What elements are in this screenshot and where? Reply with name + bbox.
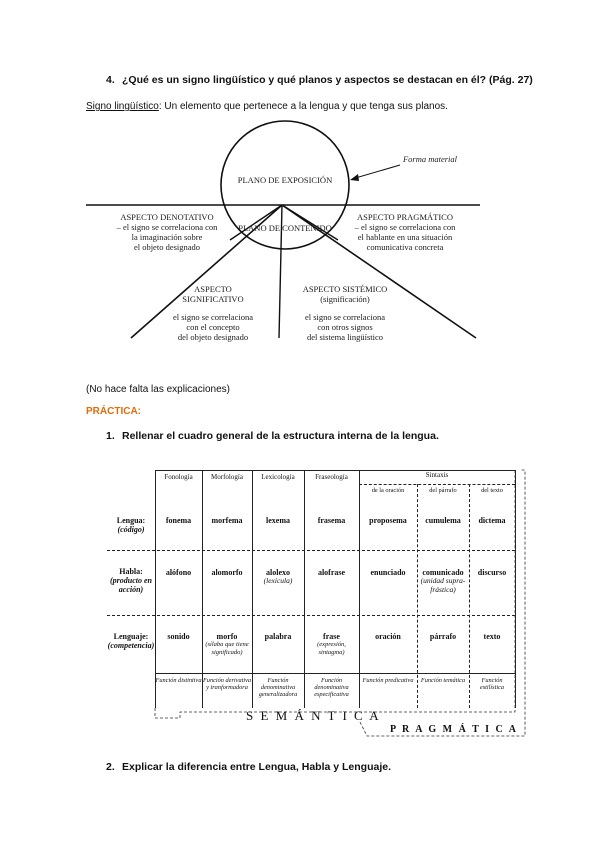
task2-number: 2. (106, 761, 115, 773)
function-derivativa: Función derivativa y tranformadora (202, 677, 252, 692)
task2-text: Explicar la diferencia entre Lengua, Habla y Lenguaje. (122, 761, 392, 773)
header-lexicologia: Lexicología (261, 473, 295, 481)
header-morfologia: Morfología (211, 473, 243, 481)
cell-alofrase: alofrase (317, 568, 346, 577)
function-distintiva: Función distintiva (155, 677, 202, 684)
aspecto-pragmatico: ASPECTO PRAGMÁTICO – el signo se correlaciona con el hablante en una situación comunicativa concreta (354, 212, 456, 253)
aspecto-denotativo: ASPECTO DENOTATIVO – el signo se correlaciona con la imaginación sobre el objeto designado (116, 212, 218, 253)
function-predicativa: Función predicativa (362, 677, 414, 684)
forma-material-label: Forma material (402, 154, 458, 164)
cell-frase: frase (expresión, sintagma) (317, 632, 346, 656)
definition-term: Signo lingüístico (86, 101, 159, 112)
task1-text: Rellenar el cuadro general de la estructura interna de la lengua. (122, 430, 439, 442)
cell-morfo: morfo (sílaba que tiene significado) (205, 632, 249, 656)
cell-alofono: alófono (165, 568, 192, 577)
function-denominativa-gen: Función denominativa generalizadora (258, 677, 298, 699)
row-label-habla: Habla: (producto en acción) (110, 567, 152, 595)
cell-alomorfo: alomorfo (211, 568, 243, 577)
question-number: 4. (106, 74, 115, 86)
function-tematica: Función temática (420, 677, 466, 684)
cell-dictema: dictema (478, 516, 506, 525)
practica-heading: PRÁCTICA: (86, 406, 141, 417)
row-label-lenguaje: Lenguaje: (competencia) (107, 632, 155, 651)
task1-number: 1. (106, 430, 115, 442)
cell-fonema: fonema (165, 516, 192, 525)
aspecto-sistemico: ASPECTO SISTÉMICO (significación) el signo se correlaciona con otros signos del sistema lingüístico (302, 284, 388, 343)
question-text: ¿Qué es un signo lingüístico y qué planos y aspectos se destacan en él? (Pág. 27) (122, 74, 533, 86)
cell-discurso: discurso (477, 568, 507, 577)
cell-oracion: oración (375, 632, 401, 641)
plano-exposicion-label: PLANO DE EXPOSICIÓN (237, 175, 333, 185)
cell-palabra: palabra (264, 632, 292, 641)
cell-frasema: frasema (317, 516, 346, 525)
sintaxis-texto: del texto (481, 487, 503, 494)
header-fonologia: Fonología (164, 473, 193, 481)
cell-comunicado: comunicado (unidad supra-frástica) (420, 568, 466, 594)
header-fraseologia: Fraseología (315, 473, 348, 481)
row-label-lengua: Lengua: (código) (116, 516, 146, 535)
pragmatica-label: P R A G M Á T I C A (390, 724, 518, 735)
cell-alolexo: alolexo (lexícula) (263, 568, 293, 586)
cell-proposema: proposema (369, 516, 407, 525)
definition-text: : Un elemento que pertenece a la lengua y que tenga sus planos. (158, 101, 448, 112)
plano-contenido-label: PLANO DE CONTENIDO (238, 223, 332, 233)
cell-morfema: morfema (211, 516, 243, 525)
cell-lexema: lexema (266, 516, 290, 525)
cell-sonido: sonido (167, 632, 190, 641)
sintaxis-parrafo: del párrafo (429, 487, 457, 494)
sintaxis-oracion: de la oración (371, 487, 405, 494)
cell-cumulema: cumulema (425, 516, 461, 525)
cell-parrafo: párrafo (429, 632, 457, 641)
header-sintaxis: Sintaxis (425, 471, 449, 479)
cell-texto: texto (483, 632, 501, 641)
semantica-label: S E M Á N T I C A (246, 708, 381, 723)
function-denominativa-esp: Función denominativa especificativa (314, 677, 349, 699)
cell-enunciado: enunciado (370, 568, 406, 577)
aspecto-significativo: ASPECTO SIGNIFICATIVO el signo se correlaciona con el concepto del objeto designado (172, 284, 253, 343)
note: (No hace falta las explicaciones) (86, 384, 230, 395)
function-estilistica: Función estilística (479, 677, 505, 692)
